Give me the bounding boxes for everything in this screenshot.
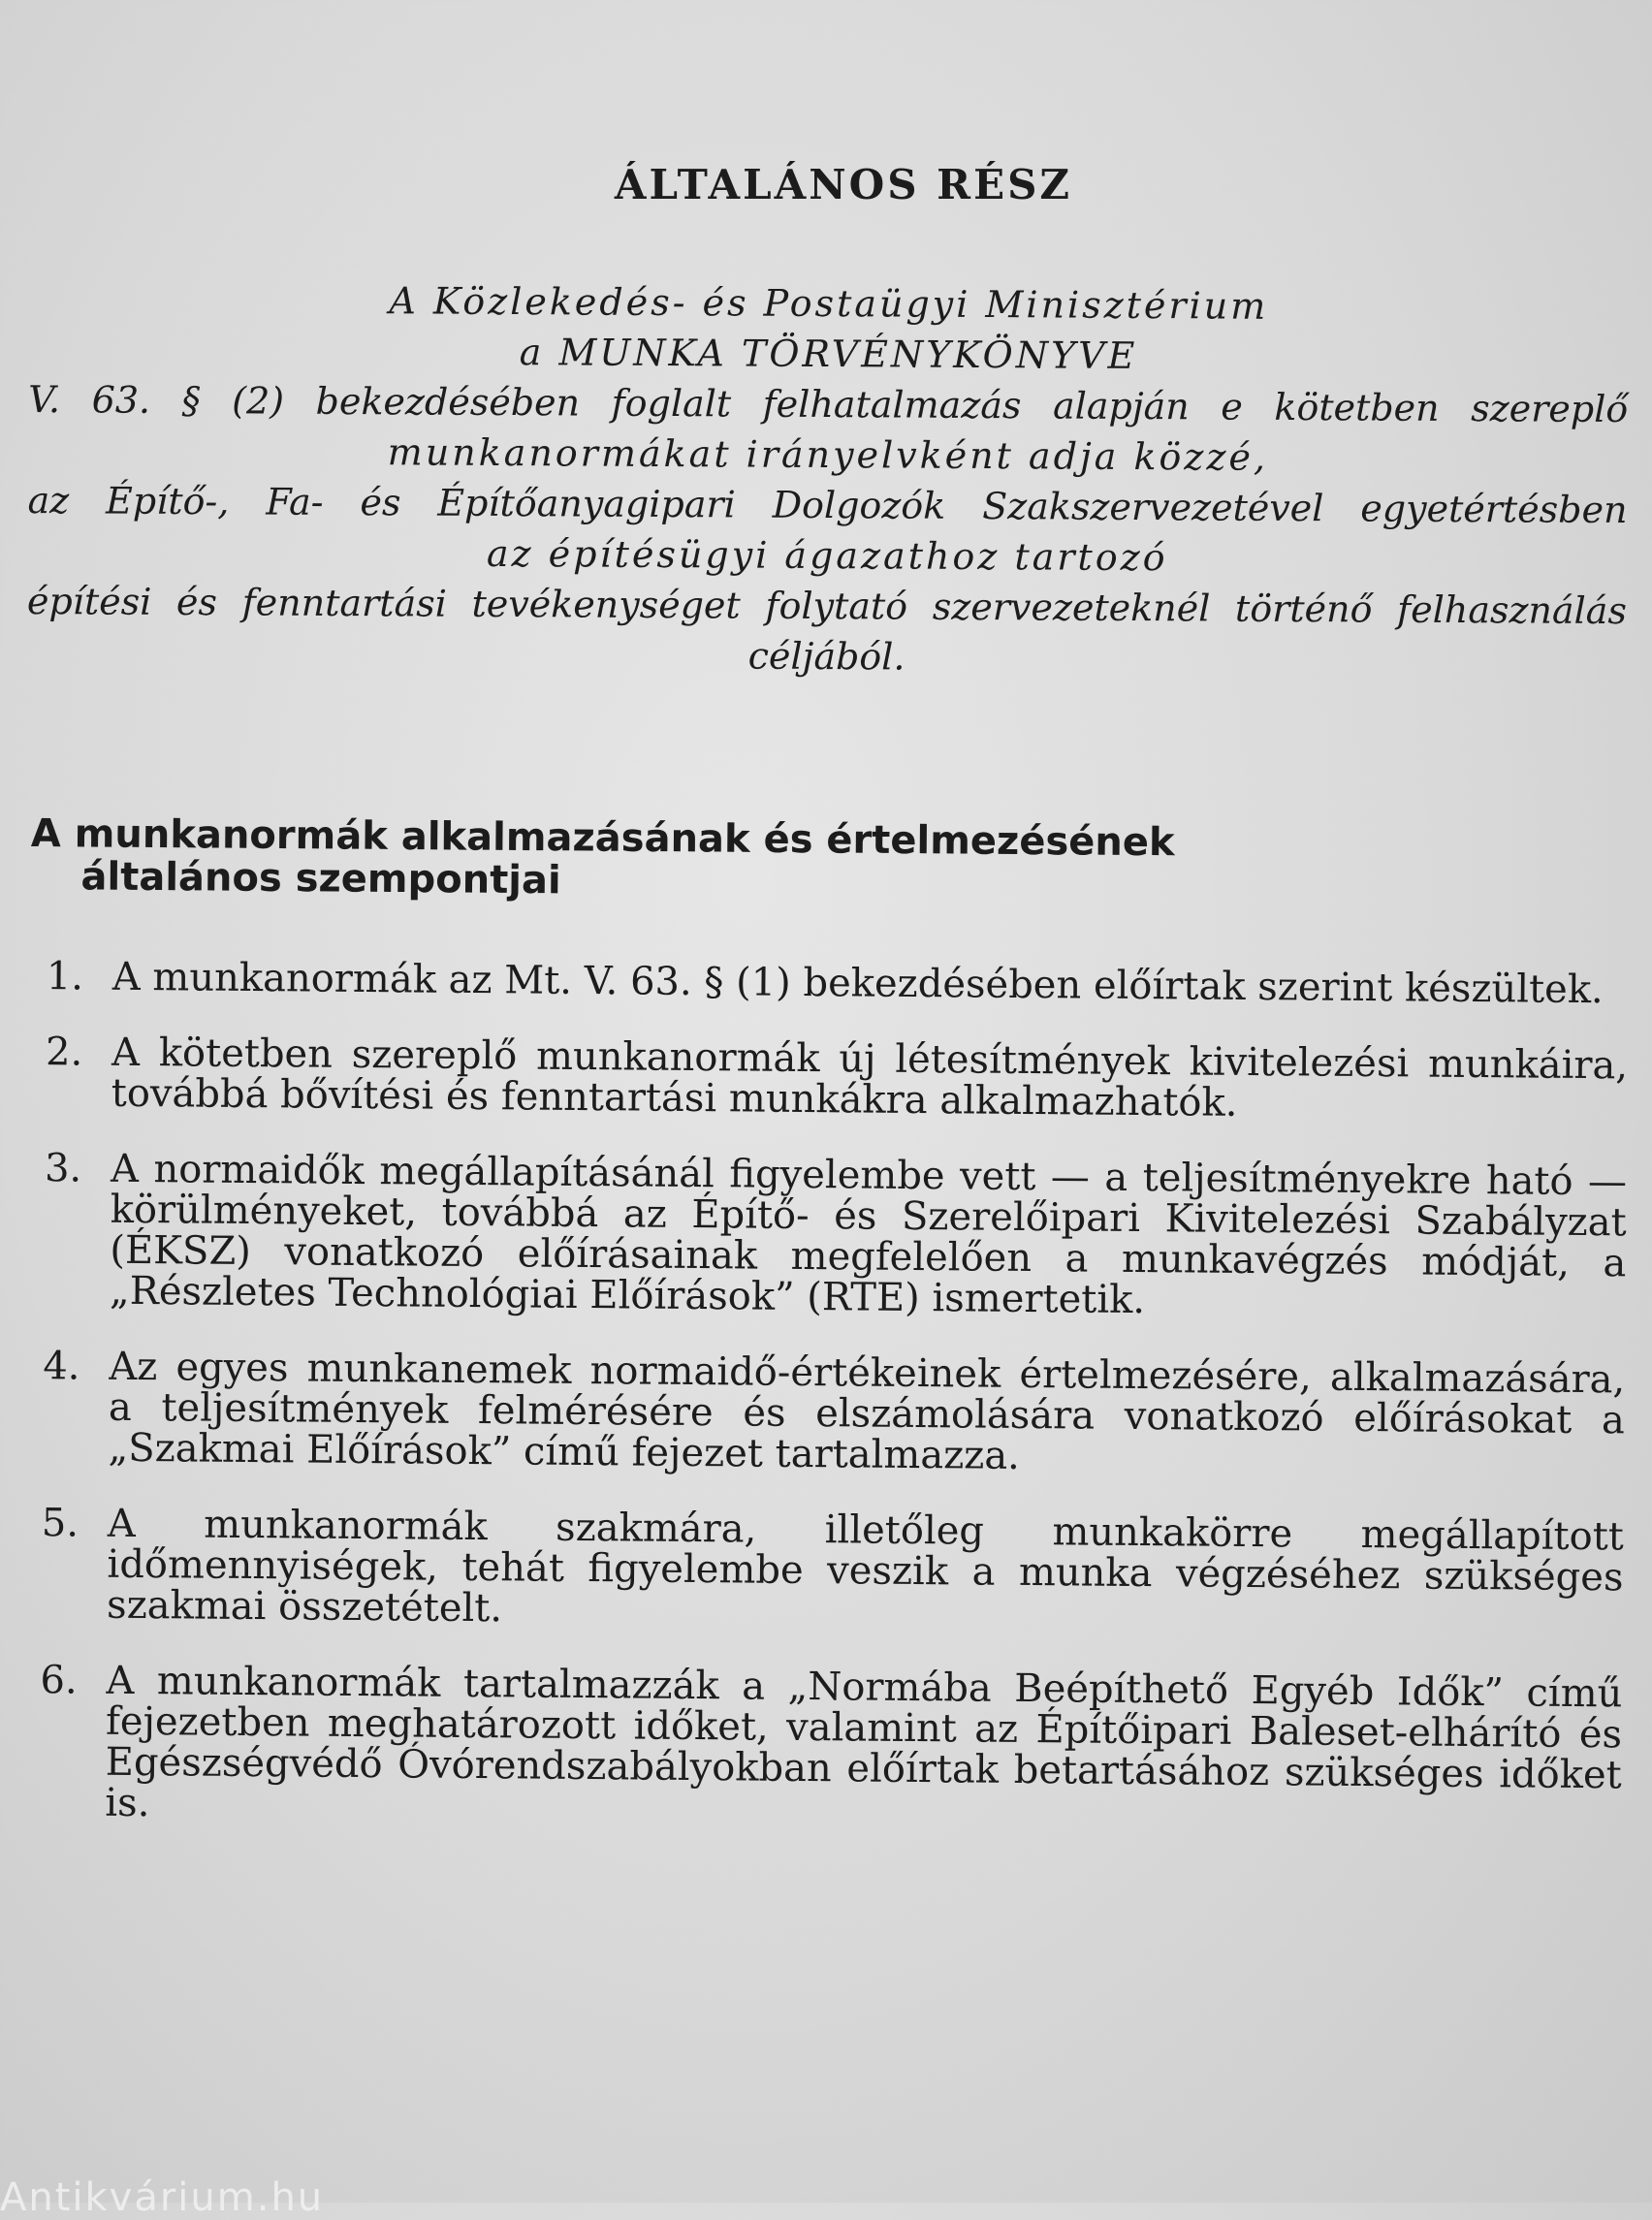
intro-line: az Építő-, Fa- és Építőanyagipari Dolgozók Szakszervezetével egyetértésben [27,478,1628,532]
item-text: A normaidők megállapításánál figyelembe vett — a teljesítményekre ható — körülményeket, továbbá az Építő- és Szerelőipari Kivitelezési Szabályzat (ÉKSZ) vonatkozó előírásainak megfelelően a munkavégzés módját, a „Részletes Technológiai Előírások” (RTE) ismertetik. [109,1146,1628,1323]
page-title: ÁLTALÁNOS RÉSZ [614,161,1073,208]
list-item [23,1503,1624,1638]
intro-line: a MUNKA TÖRVÉNYKÖNYVE [519,331,1138,377]
item-text: A munkanormák szakmára, illetőleg munkakörre megállapított időmennyiségek, tehát figyelembe veszik a munka végzéséhez szükséges szakmai összetételt. [106,1501,1625,1632]
item-number: 1. [46,954,84,999]
item-number: 2. [45,1030,83,1075]
intro-line: V. 63. § (2) bekezdésében foglalt felhatalmazás alapján e kötetben szereplő [28,377,1629,431]
item-text: A kötetben szereplő munkanormák új létesítmények kivitelezési munkáira, továbbá bővítési és fenntartási munkákra alkalmazhatók. [111,1030,1629,1126]
item-number: 4. [43,1344,80,1389]
intro-line: céljából. [747,634,905,679]
item-text: A munkanormák tartalmazzák a „Normába Beépíthető Egyéb Idők” című fejezetben meghatározott időket, valamint az Építőipari Baleset-elhárító és Egészségvédő Óvórendszabályokban előírtak betartásához szükséges időket is. [105,1658,1623,1826]
list-item [28,1031,1629,1126]
intro-line: A Közlekedés- és Postaügyi Minisztérium [389,279,1269,328]
section-heading-line2: általános szempontjai [80,854,561,904]
intro-line: építési és fenntartási tevékenységet folytató szervezeteknél történő felhasználás [26,579,1628,633]
intro-paragraph [26,273,1629,686]
item-text: A munkanormák az Mt. V. 63. § (1) bekezdésében előírtak szerint készültek. [111,954,1604,1013]
item-number: 5. [41,1501,79,1546]
item-number: 3. [44,1146,82,1191]
section-heading [30,812,1291,907]
intro-line: az építésügyi ágazathoz tartozó [486,531,1168,580]
list-item [24,1346,1625,1481]
list-item [26,1148,1627,1324]
numbered-list [21,956,1629,1871]
section-heading-line1: A munkanormák alkalmazásának és értelmezésének [30,811,1175,866]
item-number: 6. [40,1658,78,1703]
intro-line: munkanormákat irányelvként adja közzé, [387,430,1269,479]
list-item [29,954,1629,1013]
list-item [21,1660,1622,1836]
item-text: Az egyes munkanemek normaidő-értékeinek értelmezésére, alkalmazására, a teljesítmények felmérésére és elszámolására vonatkozó előírásokat a „Szakmai Előírások” című fejezet tartalmazza. [108,1344,1626,1478]
watermark: Antikvárium.hu [0,2175,325,2220]
